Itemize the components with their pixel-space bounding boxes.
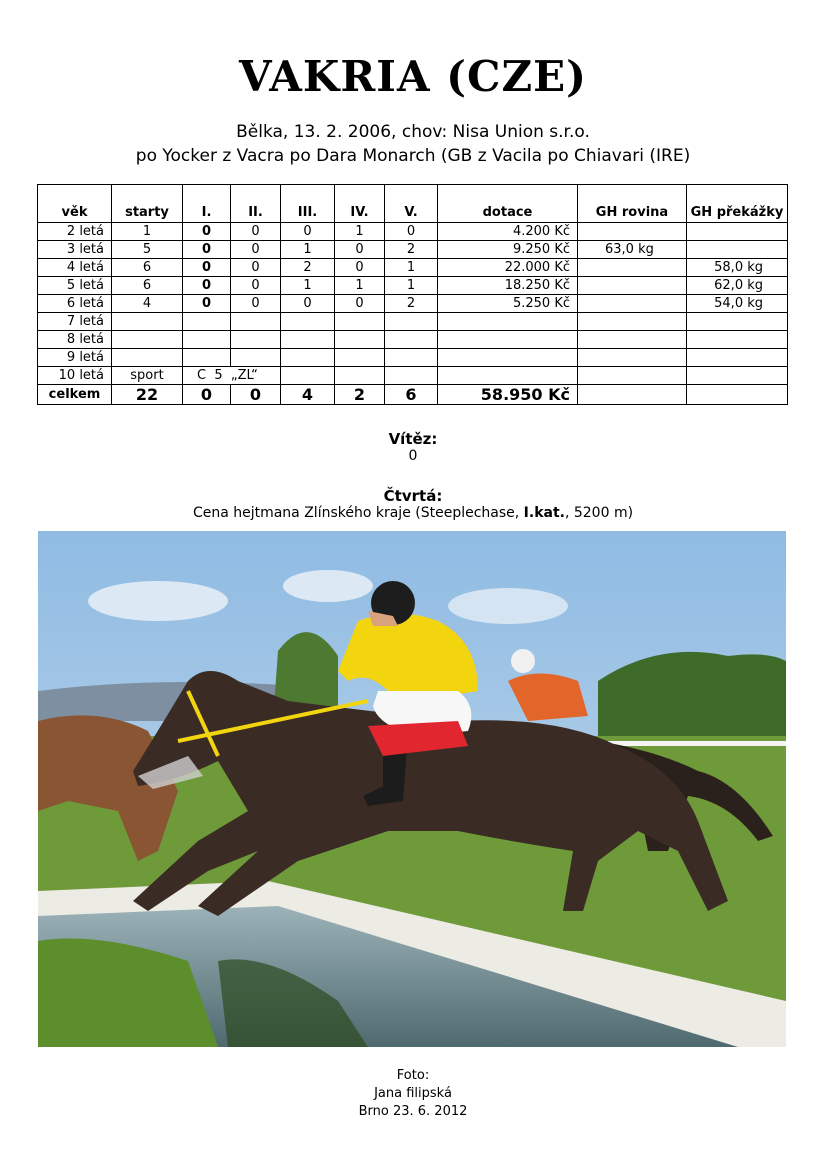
horse-name-title: VAKRIA (CZE): [238, 52, 588, 101]
cell-third: 0: [281, 295, 335, 313]
birth-breeder-line: Bělka, 13. 2. 2006, chov: Nisa Union s.r.o.: [236, 122, 590, 142]
race-photo: [38, 531, 786, 1047]
cell-second: 0: [231, 223, 281, 241]
total-first: 0: [183, 385, 231, 405]
race-name-suffix: , 5200 m): [564, 505, 634, 521]
cell-starts: 5: [112, 241, 183, 259]
cell-prize: 22.000 Kč: [438, 259, 578, 277]
cell-prize: 4.200 Kč: [438, 223, 578, 241]
cell-age: 3 letá: [38, 241, 112, 259]
cell-fifth: 0: [385, 223, 438, 241]
col-header-starts: starty: [112, 185, 183, 223]
cell-age: 7 letá: [38, 313, 112, 331]
table-total-row: [38, 385, 788, 405]
col-header-third: III.: [281, 185, 335, 223]
photo-credit: [0, 1067, 826, 1121]
cell-handicap-hurdle: [687, 241, 788, 259]
table-row: [38, 241, 788, 259]
table-header-row: [38, 185, 788, 223]
cell-prize: 18.250 Kč: [438, 277, 578, 295]
col-header-fourth: IV.: [335, 185, 385, 223]
cell-third: 1: [281, 277, 335, 295]
cell-starts: 6: [112, 259, 183, 277]
cell-fourth: 1: [335, 223, 385, 241]
total-third: 4: [281, 385, 335, 405]
table-row: [38, 259, 788, 277]
table-row: [38, 349, 788, 367]
race-record-table: [37, 184, 788, 405]
total-fifth: 6: [385, 385, 438, 405]
cell-handicap-hurdle: 58,0 kg: [687, 259, 788, 277]
col-header-fifth: V.: [385, 185, 438, 223]
total-starts: 22: [112, 385, 183, 405]
total-label: celkem: [38, 385, 112, 405]
pedigree-line: po Yocker z Vacra po Dara Monarch (GB z Vacila po Chiavari (IRE): [135, 146, 691, 166]
cell-handicap-hurdle: 54,0 kg: [687, 295, 788, 313]
cell-second: 0: [231, 277, 281, 295]
cell-starts: 1: [112, 223, 183, 241]
col-header-prize: dotace: [438, 185, 578, 223]
cell-handicap-hurdle: [687, 223, 788, 241]
cell-fifth: 1: [385, 277, 438, 295]
fourth-place-section: [0, 487, 826, 521]
table-row: [38, 295, 788, 313]
cell-age: 9 letá: [38, 349, 112, 367]
cell-fourth: 0: [335, 241, 385, 259]
cell-prize: 9.250 Kč: [438, 241, 578, 259]
cell-third: 2: [281, 259, 335, 277]
cell-fourth: 1: [335, 277, 385, 295]
cell-starts: 4: [112, 295, 183, 313]
table-row: [38, 331, 788, 349]
winner-section: [0, 430, 826, 464]
cell-fifth: 1: [385, 259, 438, 277]
winner-value: 0: [408, 448, 418, 464]
col-header-handicap-hurdle: GH překážky: [687, 185, 788, 223]
cell-first: 0: [183, 241, 231, 259]
cell-sport-note: C 5 „ZL“: [183, 367, 281, 385]
cell-handicap-flat: [578, 277, 687, 295]
cell-fifth: 2: [385, 295, 438, 313]
race-category: I.kat.: [523, 505, 565, 521]
cell-age: 5 letá: [38, 277, 112, 295]
total-fourth: 2: [335, 385, 385, 405]
credit-place-date: Brno 23. 6. 2012: [358, 1104, 468, 1119]
cell-starts: sport: [112, 367, 183, 385]
table-row: [38, 277, 788, 295]
cell-fourth: 0: [335, 259, 385, 277]
table-row: [38, 313, 788, 331]
cell-handicap-flat: [578, 223, 687, 241]
credit-photographer: Jana filipská: [374, 1086, 452, 1101]
cell-prize: 5.250 Kč: [438, 295, 578, 313]
cell-third: 1: [281, 241, 335, 259]
cell-age: 2 letá: [38, 223, 112, 241]
cell-second: 0: [231, 259, 281, 277]
cell-second: 0: [231, 295, 281, 313]
cell-second: 0: [231, 241, 281, 259]
cell-age: 10 letá: [38, 367, 112, 385]
cell-handicap-flat: [578, 295, 687, 313]
cell-age: 8 letá: [38, 331, 112, 349]
race-name-prefix: Cena hejtmana Zlínského kraje (Steeplechase,: [192, 505, 524, 521]
cell-handicap-hurdle: 62,0 kg: [687, 277, 788, 295]
cell-first: 0: [183, 259, 231, 277]
cell-third: 0: [281, 223, 335, 241]
cell-first: 0: [183, 295, 231, 313]
col-header-first: I.: [183, 185, 231, 223]
col-header-handicap-flat: GH rovina: [578, 185, 687, 223]
cell-handicap-flat: 63,0 kg: [578, 241, 687, 259]
table-row: [38, 223, 788, 241]
cell-first: 0: [183, 277, 231, 295]
table-row: [38, 367, 788, 385]
cell-age: 6 letá: [38, 295, 112, 313]
cell-age: 4 letá: [38, 259, 112, 277]
total-second: 0: [231, 385, 281, 405]
total-prize: 58.950 Kč: [438, 385, 578, 405]
credit-foto-label: Foto:: [396, 1068, 430, 1083]
steeplechase-photo-illustration: [38, 531, 786, 1047]
col-header-second: II.: [231, 185, 281, 223]
cell-fourth: 0: [335, 295, 385, 313]
cell-fifth: 2: [385, 241, 438, 259]
cell-first: 0: [183, 223, 231, 241]
cell-handicap-flat: [578, 259, 687, 277]
col-header-age: věk: [38, 185, 112, 223]
fourth-label: Čtvrtá:: [383, 487, 443, 505]
winner-label: Vítěz:: [388, 430, 438, 448]
cell-starts: 6: [112, 277, 183, 295]
